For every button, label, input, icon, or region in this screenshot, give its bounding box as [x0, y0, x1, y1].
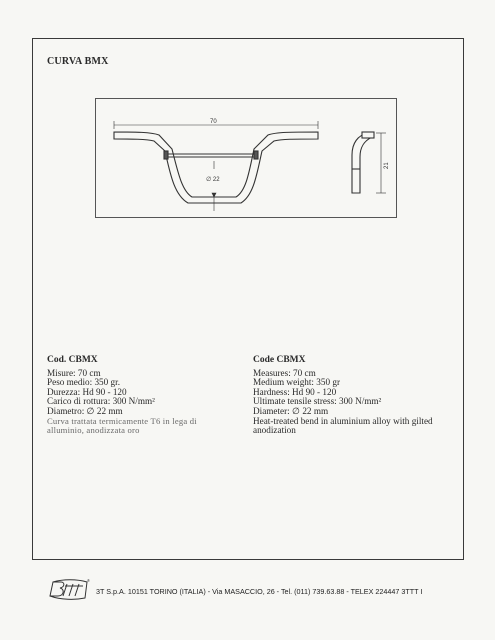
english-spec-line: Diameter: ∅ 22 mm: [253, 405, 329, 416]
height-label: 21: [384, 162, 390, 169]
italian-code: Cod. CBMX: [47, 355, 98, 365]
english-specs: [253, 356, 453, 436]
english-spec-line: Ultimate tensile stress: 300 N/mm²: [253, 396, 382, 407]
handlebar-drawing-svg: [96, 99, 396, 217]
diameter-label: ∅ 22: [206, 177, 220, 183]
italian-spec-line: Peso medio: 350 gr.: [47, 377, 120, 388]
italian-spec-line: Carico di rottura: 300 N/mm²: [47, 396, 155, 407]
handlebar-front-view: [114, 132, 318, 203]
width-label: 70: [210, 119, 217, 125]
italian-spec-line: Durezza: Hd 90 - 120: [47, 386, 127, 397]
footer: [47, 574, 467, 602]
page-title: CURVA BMX: [47, 56, 109, 67]
english-spec-line: Measures: 70 cm: [253, 367, 316, 378]
handlebar-side-view: [352, 132, 374, 193]
company-logo: [47, 574, 93, 602]
italian-spec-line: Misure: 70 cm: [47, 367, 101, 378]
svg-text:®: ®: [87, 578, 90, 583]
italian-spec-line: Diametro: ∅ 22 mm: [47, 405, 123, 416]
english-code: Code CBMX: [253, 355, 306, 365]
english-spec-line: Hardness: Hd 90 - 120: [253, 386, 337, 397]
english-spec-line: Medium weight: 350 gr: [253, 377, 341, 388]
italian-specs: [47, 356, 227, 435]
english-description: Heat-treated bend in aluminium alloy with gilted anodization: [253, 415, 433, 436]
italian-description: Curva trattata termicamente T6 in lega di alluminio, anodizzata oro: [47, 415, 197, 435]
company-address: 3T S.p.A. 10151 TORINO (ITALIA) - Via MASACCIO, 26 - Tel. (011) 739.63.88 - TELEX 224447 3TTT I: [96, 587, 423, 596]
technical-drawing: [95, 98, 397, 218]
